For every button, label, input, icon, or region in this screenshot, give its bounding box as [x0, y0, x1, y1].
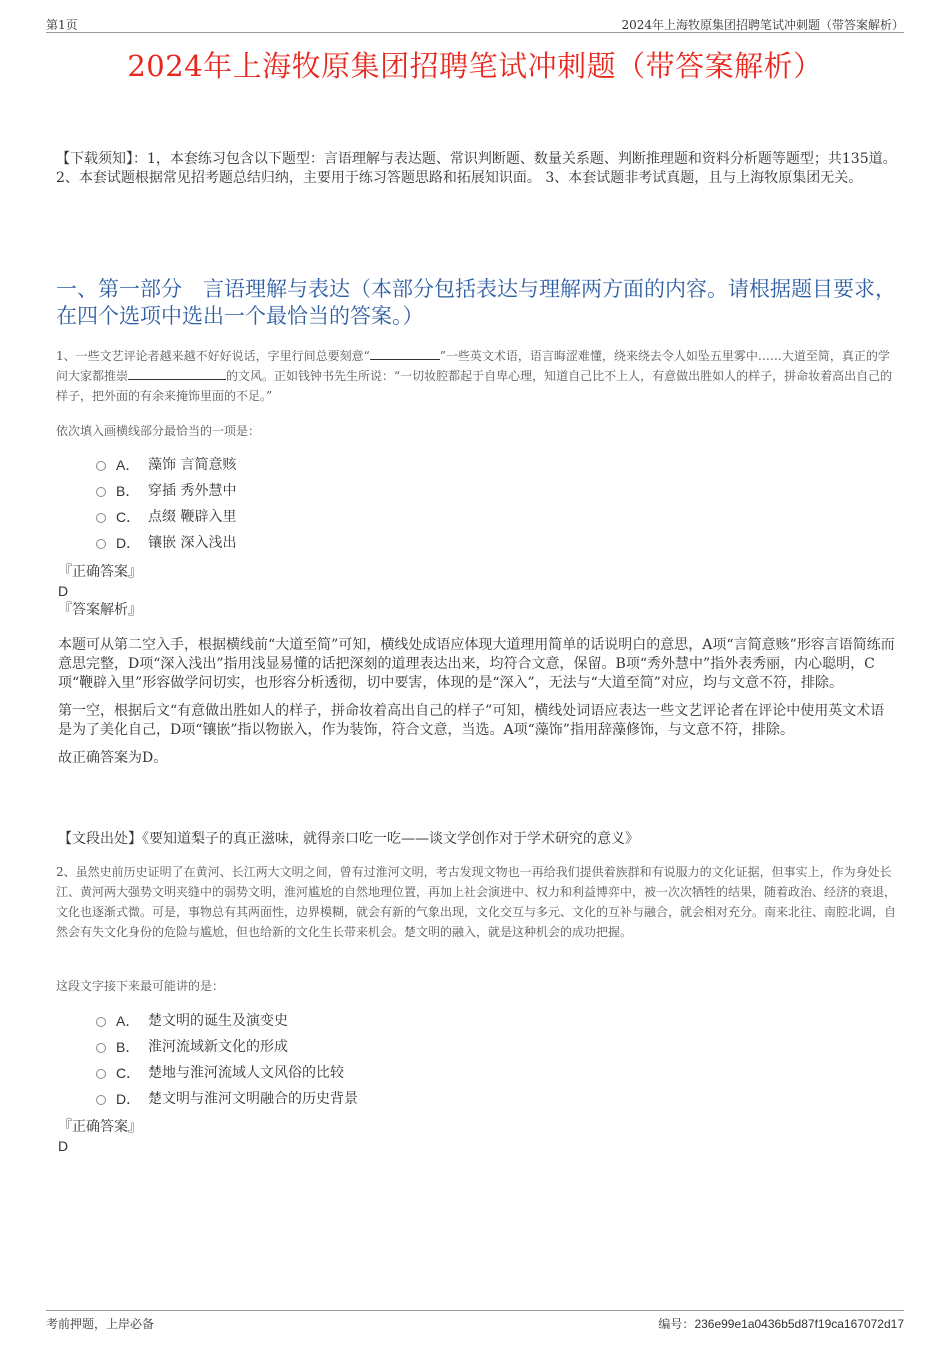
question-1-text-part-c: 的文风。正如钱钟书先生所说：“一切妆腔都起于自卑心理，知道自己比不上人，有意做出胜如人的样子，拼命妆着高出自己的样子，把外面的有余来掩饰里面的不足。”	[56, 369, 893, 403]
radio-icon[interactable]	[96, 1017, 106, 1027]
question-1-source: 【文段出处】《要知道梨子的真正滋味，就得亲口吃一吃——谈文学创作对于学术研究的意义》	[58, 831, 639, 847]
fill-blank-2	[128, 367, 226, 380]
option-letter: D．	[116, 1091, 141, 1107]
question-1-text-part-b: ”一些英文术语，语言晦涩难懂，绕来绕去令人如坠五里雾中……大道至简，真正的学问大家都推崇	[56, 349, 890, 383]
option-text: 穿插 秀外慧中	[148, 483, 237, 499]
radio-icon[interactable]	[96, 513, 106, 523]
question-1-analysis	[58, 636, 898, 777]
option-d[interactable]	[96, 530, 236, 556]
download-notice: 【下载须知】：1，本套练习包含以下题型：言语理解与表达题、常识判断题、数量关系题、判断推理题和资料分析题等题型；共135道。 2、本套试题根据常见招考题总结归纳，主要用于练习答题思路和拓展知识面。 3、本套试题非考试真题，且与上海牧原集团无关。	[56, 151, 897, 186]
analysis-label: 『答案解析』	[58, 602, 142, 618]
question-1-text	[56, 346, 898, 406]
page-number: 第1页	[46, 18, 78, 32]
answer-label: 『正确答案』	[58, 1119, 142, 1135]
radio-icon[interactable]	[96, 461, 106, 471]
question-2-prompt: 这段文字接下来最可能讲的是：	[56, 979, 225, 993]
option-letter: D．	[116, 535, 141, 551]
answer-value: D	[58, 583, 69, 599]
footer-code	[658, 1315, 904, 1332]
option-letter: C．	[116, 509, 141, 525]
question-1-text-part-a: 1、一些文艺评论者越来越不好好说话，字里行间总要刻意“	[56, 349, 370, 363]
option-text: 楚文明与淮河文明融合的历史背景	[148, 1091, 358, 1107]
option-text: 藻饰 言简意赅	[148, 457, 237, 473]
section-heading: 一、第一部分 言语理解与表达（本部分包括表达与理解两方面的内容。请根据题目要求，在四个选项中选出一个最恰当的答案。）	[56, 277, 896, 328]
option-d[interactable]	[96, 1086, 358, 1112]
fill-blank-1	[370, 347, 440, 360]
option-b[interactable]	[96, 1034, 358, 1060]
radio-icon[interactable]	[96, 1069, 106, 1079]
question-1-answer	[58, 563, 142, 620]
radio-icon[interactable]	[96, 487, 106, 497]
analysis-paragraph: 本题可从第二空入手，根据横线前“大道至简”可知，横线处成语应体现大道理用简单的话说明白的意思，A项“言简意赅”形容言语简练而意思完整，D项“深入浅出”指用浅显易懂的话把深刻的道理表达出来，均符合文意，保留。B项“秀外慧中”指外表秀丽，内心聪明，C项“鞭辟入里”形容做学问切实，也形容分析透彻，切中要害，体现的是“深入”，无法与“大道至简”对应，均与文意不符，排除。	[58, 637, 895, 691]
option-a[interactable]	[96, 452, 236, 478]
question-2-text: 2、虽然史前历史证明了在黄河、长江两大文明之间，曾有过淮河文明，考古发现文物也一再给我们提供着族群和有说服力的文化证据，但事实上，作为身处长江、黄河两大强势文明夹缝中的弱势文明，淮河尴尬的自然地理位置，再加上社会演进中、权力和利益博弈中，被一次次牺牲的结果，随着政治、经济的衰退，文化也逐渐式微。可是，事物总有其两面性，边界模糊，就会有新的气象出现，文化交互与多元、文化的互补与融合，就会相对充分。南来北往、南腔北调，自然会有失文化身份的危险与尴尬，但也给新的文化生长带来机会。楚文明的融入，就是这种机会的成功把握。	[56, 865, 897, 939]
header-doc-title: 2024年上海牧原集团招聘笔试冲刺题（带答案解析）	[621, 18, 904, 32]
document-title: 2024年上海牧原集团招聘笔试冲刺题（带答案解析）	[127, 49, 823, 83]
footer-code-value: 236e99e1a0436b5d87f19ca167072d17	[694, 1317, 904, 1331]
option-c[interactable]	[96, 1060, 358, 1086]
option-letter: A．	[116, 1013, 140, 1029]
page-header	[46, 14, 904, 33]
option-letter: B．	[116, 1039, 140, 1055]
analysis-paragraph: 第一空，根据后文“有意做出胜如人的样子，拼命妆着高出自己的样子”可知，横线处词语应表达一些文艺评论者在评论中使用英文术语是为了美化自己，D项“镶嵌”指以物嵌入，作为装饰，符合文意，当选。A项“藻饰”指用辞藻修饰，与文意不符，排除。	[58, 703, 885, 738]
option-b[interactable]	[96, 478, 236, 504]
option-a[interactable]	[96, 1008, 358, 1034]
question-1-prompt: 依次填入画横线部分最恰当的一项是：	[56, 424, 261, 438]
option-letter: A．	[116, 457, 140, 473]
radio-icon[interactable]	[96, 539, 106, 549]
footer-code-label: 编号：	[658, 1317, 695, 1331]
option-letter: B．	[116, 483, 140, 499]
question-1-options	[96, 452, 236, 556]
question-2-answer	[58, 1118, 142, 1156]
page-footer	[46, 1310, 904, 1331]
radio-icon[interactable]	[96, 1043, 106, 1053]
answer-value: D	[58, 1138, 69, 1154]
option-letter: C．	[116, 1065, 141, 1081]
option-text: 镶嵌 深入浅出	[148, 535, 237, 551]
analysis-conclusion: 故正确答案为D。	[58, 750, 168, 766]
question-2-options	[96, 1008, 358, 1112]
answer-label: 『正确答案』	[58, 564, 142, 580]
footer-slogan: 考前押题，上岸必备	[46, 1317, 155, 1331]
option-c[interactable]	[96, 504, 236, 530]
option-text: 淮河流域新文化的形成	[148, 1039, 288, 1055]
option-text: 楚地与淮河流域人文风俗的比较	[148, 1065, 344, 1081]
radio-icon[interactable]	[96, 1095, 106, 1105]
option-text: 楚文明的诞生及演变史	[148, 1013, 288, 1029]
option-text: 点缀 鞭辟入里	[148, 509, 237, 525]
